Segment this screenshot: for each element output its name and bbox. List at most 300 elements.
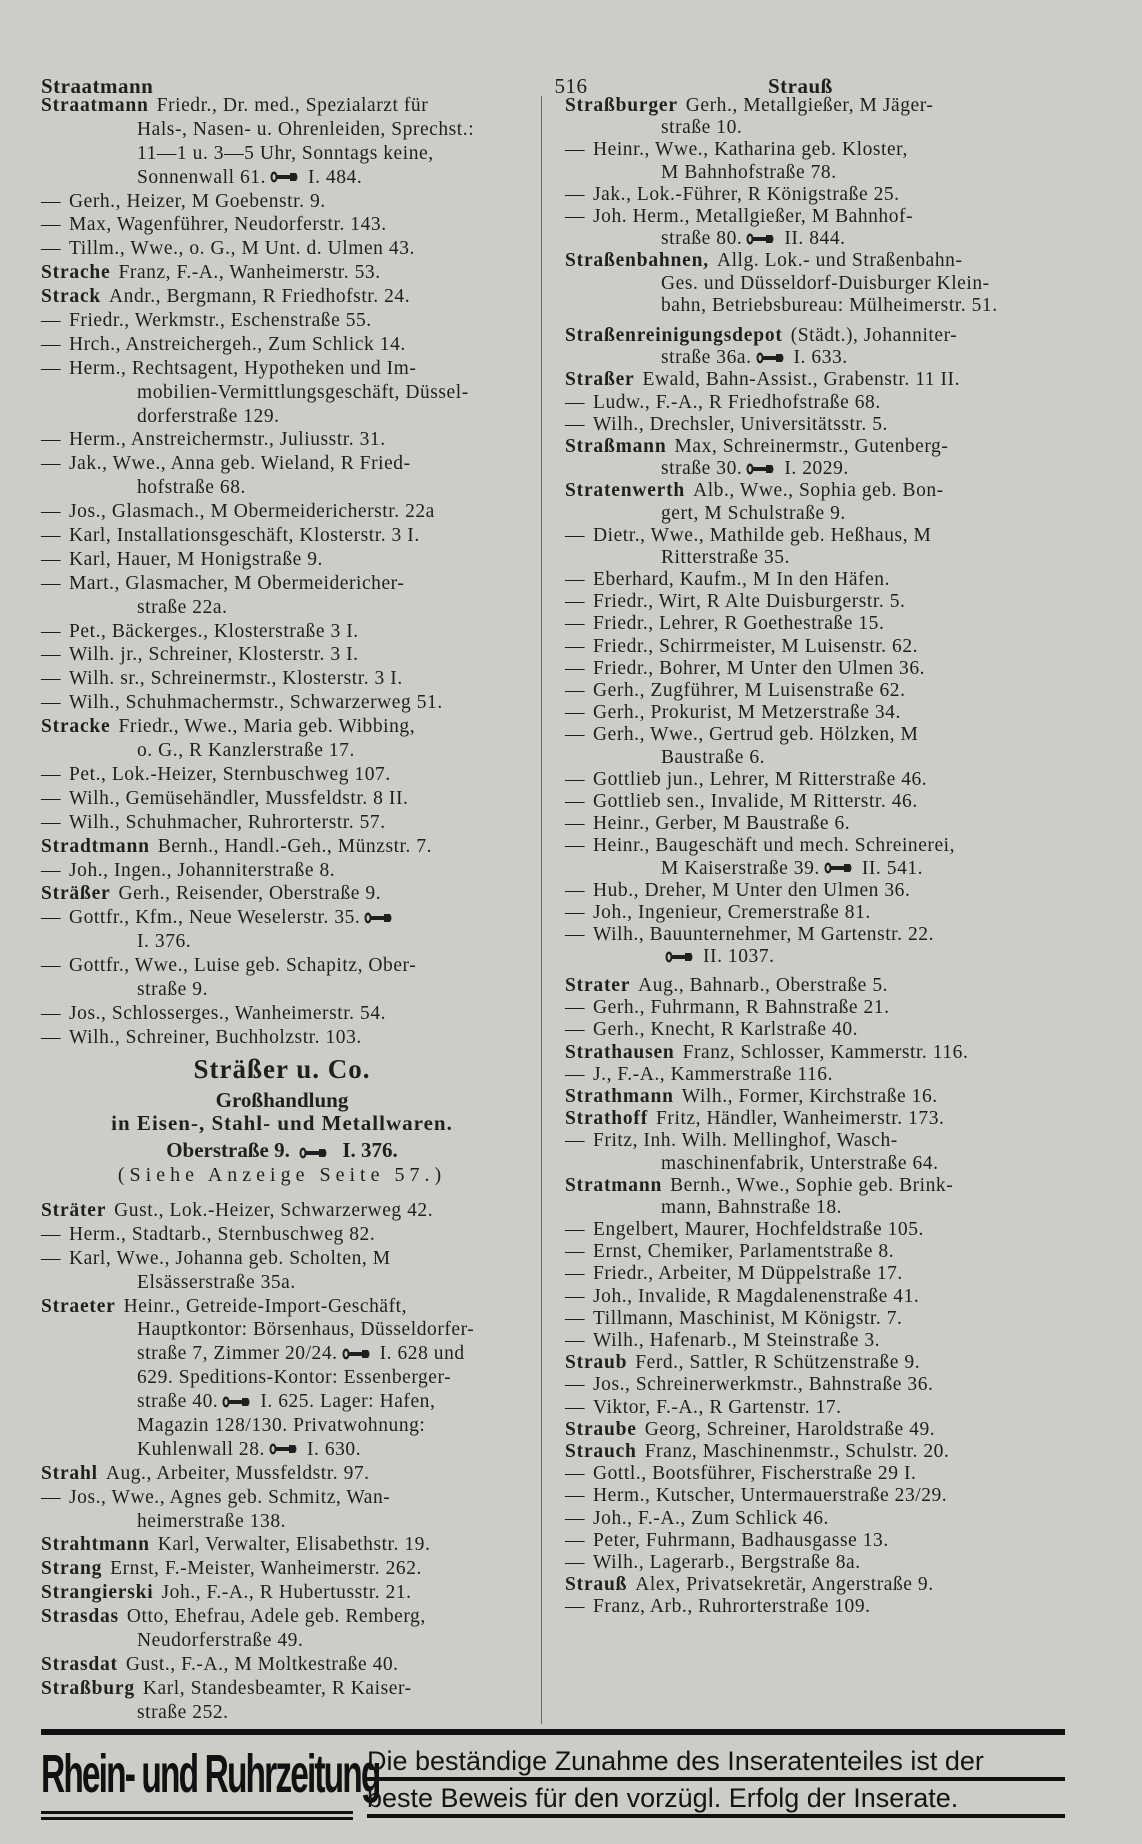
- entry-text: Max, Schreinermstr., Gutenberg-: [674, 435, 949, 457]
- dash-mark: —: [565, 997, 586, 1019]
- ad-note: (Siehe Anzeige Seite 57.): [117, 1164, 447, 1186]
- directory-subentry: [565, 1019, 1065, 1041]
- directory-subentry: [565, 569, 1065, 591]
- directory-subentry: [41, 333, 523, 357]
- directory-subentry: [41, 906, 523, 930]
- running-head-right: Strauß: [768, 74, 833, 98]
- surname: Stracke: [41, 716, 111, 738]
- dash-mark: —: [565, 1396, 586, 1418]
- dash-mark: —: [41, 763, 62, 785]
- directory-subentry: [41, 859, 523, 883]
- entry-continuation: [41, 978, 523, 1002]
- entry-text: Dietr., Wwe., Mathilde geb. Heßhaus, M: [593, 524, 932, 546]
- entry-continuation: [565, 347, 1065, 369]
- entry-text: Jak., Wwe., Anna geb. Wieland, R Fried-: [69, 453, 411, 475]
- directory-entry: [565, 250, 1065, 272]
- directory-subentry: [565, 924, 1065, 946]
- entry-text: Wilh., Lagerarb., Bergstraße 8a.: [593, 1551, 861, 1573]
- dash-mark: —: [41, 190, 62, 212]
- dash-mark: —: [41, 1002, 62, 1024]
- directory-entry: [41, 1605, 523, 1629]
- surname: Straube: [565, 1418, 637, 1440]
- directory-subentry: [565, 680, 1065, 702]
- entry-continuation: [565, 1153, 1065, 1175]
- dash-mark: —: [565, 724, 586, 746]
- entry-text: straße 36a.: [661, 347, 752, 369]
- surname: Stratmann: [565, 1174, 663, 1196]
- surname: Stratenwerth: [565, 480, 686, 502]
- dash-mark: —: [565, 924, 586, 946]
- directory-subentry: [565, 1530, 1065, 1552]
- dash-mark: —: [565, 835, 586, 857]
- entry-text: Allg. Lok.- und Straßenbahn-: [716, 250, 963, 272]
- dash-mark: —: [41, 429, 62, 451]
- dash-mark: —: [565, 1285, 586, 1307]
- entry-text: Fritz, Inh. Wilh. Mellinghof, Wasch-: [593, 1130, 898, 1152]
- brand-underline: [41, 1811, 353, 1814]
- directory-subentry: [41, 524, 523, 548]
- entry-text: straße 252.: [137, 1701, 229, 1723]
- entry-text: bahn, Betriebsbureau: Mülheimerstr. 51.: [661, 294, 998, 316]
- dash-mark: —: [565, 413, 586, 435]
- entry-text: Neudorferstraße 49.: [137, 1630, 304, 1652]
- entry-text: Jos., Schlosserges., Wanheimerstr. 54.: [69, 1002, 387, 1024]
- telephone-number: II. 541.: [861, 857, 924, 879]
- entry-group: [565, 95, 1065, 317]
- dash-mark: —: [565, 205, 586, 227]
- entry-text: Mart., Glasmacher, M Obermeidericher-: [69, 572, 405, 594]
- entry-text: M Bahnhofstraße 78.: [661, 161, 837, 183]
- dash-mark: —: [565, 790, 586, 812]
- telephone-number: I. 630.: [306, 1438, 362, 1460]
- entry-text: dorferstraße 129.: [137, 405, 280, 427]
- footer-rule: [41, 1729, 1065, 1735]
- ad-telephone: I. 376.: [342, 1138, 398, 1162]
- directory-subentry: [565, 636, 1065, 658]
- surname: Strangierski: [41, 1582, 154, 1604]
- directory-subentry: [565, 206, 1065, 228]
- entry-continuation: [41, 1271, 523, 1295]
- directory-subentry: [41, 500, 523, 524]
- telephone-receiver-icon: [364, 907, 394, 931]
- directory-entry: [565, 1352, 1065, 1374]
- entry-text: Friedr., Wirt, R Alte Duisburgerstr. 5.: [593, 591, 906, 613]
- telephone-number: I. 2029.: [784, 458, 849, 480]
- dash-mark: —: [565, 1241, 586, 1263]
- telephone-receiver-icon: [222, 1391, 252, 1415]
- surname: Straßmann: [565, 435, 667, 457]
- entry-text: Hub., Dreher, M Unter den Ulmen 36.: [593, 879, 911, 901]
- entry-text: Jos., Wwe., Agnes geb. Schmitz, Wan-: [69, 1486, 391, 1508]
- directory-entry: [41, 1199, 523, 1223]
- surname: Straub: [565, 1352, 628, 1374]
- surname: Strauch: [565, 1440, 637, 1462]
- directory-subentry: [565, 724, 1065, 746]
- entry-continuation: [41, 1318, 523, 1342]
- entry-text: I. 376.: [137, 931, 192, 953]
- directory-subentry: [41, 357, 523, 381]
- dash-mark: —: [565, 1219, 586, 1241]
- entry-text: Herm., Stadtarb., Sternbuschweg 82.: [69, 1223, 376, 1245]
- dash-mark: —: [565, 1063, 586, 1085]
- directory-subentry: [565, 835, 1065, 857]
- entry-text: Ernst, F.-Meister, Wanheimerstr. 262.: [110, 1558, 422, 1580]
- ad-line-2: in Eisen-, Stahl- und Metallwaren.: [111, 1111, 453, 1135]
- newspaper-brand: Rhein- und Ruhrzeitung: [41, 1744, 380, 1804]
- dash-mark: —: [565, 879, 586, 901]
- directory-entry: [41, 835, 523, 859]
- entry-text: Wilh., Schuhmachermstr., Schwarzerweg 51.: [69, 692, 443, 714]
- surname: Strasdas: [41, 1606, 119, 1628]
- entry-text: o. G., R Kanzlerstraße 17.: [137, 740, 355, 762]
- entry-text: Magazin 128/130. Privatwohnung:: [137, 1415, 426, 1437]
- directory-entry: [565, 325, 1065, 347]
- dash-mark: —: [565, 183, 586, 205]
- telephone-number: I. 625.: [260, 1391, 315, 1413]
- surname: Strathausen: [565, 1041, 675, 1063]
- entry-text: Friedr., Dr. med., Spezialarzt für: [156, 95, 429, 116]
- entry-text: Heinr., Wwe., Katharina geb. Kloster,: [593, 139, 908, 161]
- directory-subentry: [41, 428, 523, 452]
- dash-mark: —: [41, 787, 62, 809]
- entry-text: Heinr., Baugeschäft und mech. Schreinerei,: [593, 835, 956, 857]
- dash-mark: —: [41, 859, 62, 881]
- entry-text: Wilh., Drechsler, Universitätsstr. 5.: [593, 413, 888, 435]
- entry-text: Gerh., Heizer, M Goebenstr. 9.: [69, 190, 326, 212]
- column-divider: [541, 96, 542, 1724]
- entry-text: Karl, Installationsgeschäft, Klosterstr. 3 I.: [69, 525, 420, 547]
- surname: Straßenreinigungsdepot: [565, 325, 783, 346]
- dash-mark: —: [41, 501, 62, 523]
- telephone-number: I. 633.: [793, 347, 848, 369]
- entry-text: Wilh. jr., Schreiner, Klosterstr. 3 I.: [69, 644, 359, 666]
- directory-entry: [41, 1533, 523, 1557]
- entry-text: Heinr., Getreide-Import-Geschäft,: [123, 1295, 408, 1317]
- dash-mark: —: [565, 524, 586, 546]
- entry-continuation: [41, 1438, 523, 1462]
- directory-entry: [41, 1653, 523, 1677]
- dash-mark: —: [41, 548, 62, 570]
- dash-mark: —: [41, 310, 62, 332]
- surname: Strathoff: [565, 1108, 649, 1130]
- entry-continuation: [565, 747, 1065, 769]
- entry-text: Peter, Fuhrmann, Badhausgasse 13.: [593, 1529, 889, 1551]
- ad-line-1: Großhandlung: [215, 1088, 349, 1112]
- dash-mark: —: [41, 572, 62, 594]
- surname: Straatmann: [41, 95, 149, 116]
- directory-entry: [565, 436, 1065, 458]
- entry-text: Elsässerstraße 35a.: [137, 1271, 296, 1293]
- entry-text: straße 7, Zimmer 20/24.: [137, 1343, 338, 1365]
- dash-mark: —: [565, 391, 586, 413]
- entry-text: Sonnenwall 61.: [137, 166, 267, 188]
- dash-mark: —: [565, 1130, 586, 1152]
- entry-text: 11—1 u. 3—5 Uhr, Sonntags keine,: [137, 142, 434, 164]
- entry-text: Jos., Schreinerwerkmstr., Bahnstraße 36.: [593, 1374, 934, 1396]
- dash-mark: —: [565, 1330, 586, 1351]
- directory-entry: [41, 285, 523, 309]
- directory-subentry: [41, 1486, 523, 1510]
- entry-text: Jos., Glasmach., M Obermeidericherstr. 22a: [69, 501, 435, 523]
- surname: Strang: [41, 1558, 103, 1580]
- entry-text: Wilh., Former, Kirchstraße 16.: [681, 1085, 938, 1107]
- entry-continuation: [41, 1390, 523, 1414]
- entry-text: Hrch., Anstreichergeh., Zum Schlick 14.: [69, 333, 406, 355]
- entry-text: Herm., Rechtsagent, Hypotheken und Im-: [69, 357, 417, 379]
- telephone-number: I. 484.: [308, 166, 363, 188]
- surname: Strahl: [41, 1462, 98, 1484]
- entry-text: Heinr., Gerber, M Baustraße 6.: [593, 813, 851, 835]
- entry-text: 629. Speditions-Kontor: Essenberger-: [137, 1367, 452, 1389]
- entry-text: straße 30.: [661, 458, 743, 480]
- entry-group: [565, 975, 1065, 1618]
- entry-text: Herm., Anstreichermstr., Juliusstr. 31.: [69, 429, 386, 451]
- directory-entry: [565, 1175, 1065, 1197]
- entry-text: Gottlieb jun., Lehrer, M Ritterstraße 46.: [593, 768, 928, 790]
- directory-entry: [565, 1108, 1065, 1130]
- directory-subentry: [565, 1286, 1065, 1308]
- entry-group: [41, 94, 523, 1050]
- dash-mark: —: [565, 1485, 586, 1507]
- entry-text: Joh. Herm., Metallgießer, M Bahnhof-: [593, 205, 914, 227]
- entry-text: Gottl., Bootsführer, Fischerstraße 29 I.: [593, 1463, 917, 1485]
- entry-continuation: [565, 503, 1065, 525]
- entry-continuation: [41, 1701, 523, 1725]
- entry-continuation: [565, 228, 1065, 250]
- entry-text: Karl, Hauer, M Honigstraße 9.: [69, 548, 323, 570]
- directory-entry: [565, 1574, 1065, 1596]
- entry-text: Franz, F.-A., Wanheimerstr. 53.: [118, 262, 381, 284]
- entry-text: Viktor, F.-A., R Gartenstr. 17.: [593, 1396, 842, 1418]
- directory-entry: [565, 369, 1065, 391]
- entry-text: mobilien-Vermittlungsgeschäft, Düssel-: [137, 381, 469, 403]
- telephone-receiver-icon: [824, 858, 854, 880]
- dash-mark: —: [565, 1596, 586, 1618]
- entry-continuation: [41, 405, 523, 429]
- surname: Strathmann: [565, 1085, 674, 1107]
- entry-text: straße 40.: [137, 1391, 219, 1413]
- dash-mark: —: [41, 1026, 62, 1048]
- telephone-number: I. 628 und: [379, 1343, 465, 1365]
- directory-subentry: [41, 1223, 523, 1247]
- directory-subentry: [41, 452, 523, 476]
- directory-subentry: [565, 997, 1065, 1019]
- telephone-receiver-icon: [746, 229, 776, 251]
- dash-mark: —: [565, 1551, 586, 1573]
- telephone-number: II. 1037.: [703, 946, 775, 968]
- directory-entry: [41, 1581, 523, 1605]
- dash-mark: —: [41, 1247, 62, 1269]
- directory-entry: [565, 95, 1065, 117]
- entry-text: Friedr., Bohrer, M Unter den Ulmen 36.: [593, 657, 926, 679]
- entry-text: Wilh., Schreiner, Buchholzstr. 103.: [69, 1026, 362, 1048]
- entry-text: Franz, Arb., Ruhrorterstraße 109.: [593, 1596, 871, 1618]
- dash-mark: —: [41, 357, 62, 379]
- entry-text: gert, M Schulstraße 9.: [661, 502, 846, 524]
- entry-text: Kuhlenwall 28.: [137, 1438, 265, 1460]
- entry-continuation: [41, 381, 523, 405]
- dash-mark: —: [565, 813, 586, 835]
- entry-text: M Kaiserstraße 39.: [661, 857, 820, 879]
- dash-mark: —: [41, 811, 62, 833]
- entry-text: Andr., Bergmann, R Friedhofstr. 24.: [109, 286, 411, 308]
- directory-subentry: [565, 902, 1065, 924]
- directory-entry: [565, 975, 1065, 997]
- dash-mark: —: [565, 569, 586, 591]
- entry-text: straße 22a.: [137, 596, 228, 618]
- dash-mark: —: [565, 635, 586, 657]
- entry-continuation: [41, 596, 523, 620]
- running-head-left: Straatmann: [41, 74, 154, 98]
- entry-text: Joh., F.-A., Zum Schlick 46.: [593, 1507, 829, 1529]
- dash-mark: —: [41, 692, 62, 714]
- directory-subentry: [565, 1552, 1065, 1574]
- entry-continuation: [41, 166, 523, 190]
- dash-mark: —: [565, 139, 586, 161]
- directory-subentry: [565, 880, 1065, 902]
- entry-text: Ernst, Chemiker, Parlamentstraße 8.: [593, 1241, 895, 1263]
- dash-mark: —: [565, 1307, 586, 1329]
- entry-continuation: [565, 295, 1065, 317]
- entry-continuation: [41, 142, 523, 166]
- surname: Sträßer: [41, 883, 111, 905]
- entry-text: Lager: Hafen,: [319, 1391, 436, 1413]
- dash-mark: —: [565, 1374, 586, 1396]
- page-number: 516: [554, 74, 588, 98]
- telephone-receiver-icon: [270, 166, 300, 190]
- directory-subentry: [565, 1508, 1065, 1530]
- directory-subentry: [41, 620, 523, 644]
- entry-text: straße 80.: [661, 228, 743, 250]
- directory-subentry: [565, 613, 1065, 635]
- entry-text: Engelbert, Maurer, Hochfeldstraße 105.: [593, 1219, 924, 1241]
- entry-text: Gottfr., Kfm., Neue Weselerstr. 35.: [69, 907, 361, 929]
- surname: Straeter: [41, 1295, 116, 1317]
- dash-mark: —: [41, 668, 62, 690]
- dash-mark: —: [41, 333, 62, 355]
- directory-entry: [41, 1677, 523, 1701]
- entry-text: Friedr., Arbeiter, M Düppelstraße 17.: [593, 1263, 903, 1285]
- surname: Strack: [41, 286, 102, 308]
- slogan-line-1: Die beständige Zunahme des Inseratenteiles ist der: [367, 1745, 1065, 1781]
- directory-subentry: [41, 667, 523, 691]
- entry-continuation: [41, 930, 523, 954]
- entry-continuation: [565, 1197, 1065, 1219]
- entry-text: Alb., Wwe., Sophia geb. Bon-: [693, 480, 944, 502]
- entry-text: J., F.-A., Kammerstraße 116.: [593, 1063, 834, 1085]
- entry-text: Gerh., Reisender, Oberstraße 9.: [118, 883, 382, 905]
- entry-text: Georg, Schreiner, Haroldstraße 49.: [644, 1418, 936, 1440]
- entry-text: Karl, Standesbeamter, R Kaiser-: [142, 1677, 412, 1699]
- directory-entry: [565, 1042, 1065, 1064]
- directory-subentry: [565, 392, 1065, 414]
- entry-text: Gottfr., Wwe., Luise geb. Schapitz, Ober-: [69, 955, 417, 977]
- telephone-receiver-icon: [756, 348, 786, 370]
- entry-text: Jak., Lok.-Führer, R Königstraße 25.: [593, 183, 900, 205]
- entry-continuation: [41, 1366, 523, 1390]
- entry-text: Baustraße 6.: [661, 746, 766, 768]
- entry-text: Gust., F.-A., M Moltkestraße 40.: [125, 1653, 399, 1675]
- directory-subentry: [41, 811, 523, 835]
- entry-text: Alex, Privatsekretär, Angerstraße 9.: [635, 1574, 934, 1596]
- directory-subentry: [565, 1064, 1065, 1086]
- entry-text: Franz, Schlosser, Kammerstr. 116.: [682, 1041, 969, 1063]
- directory-subentry: [565, 525, 1065, 547]
- surname: Strahtmann: [41, 1534, 150, 1556]
- directory-subentry: [565, 813, 1065, 835]
- surname: Strasdat: [41, 1653, 118, 1675]
- dash-mark: —: [41, 620, 62, 642]
- directory-subentry: [565, 414, 1065, 436]
- directory-entry: [41, 1557, 523, 1581]
- entry-text: Hauptkontor: Börsenhaus, Düsseldorfer-: [137, 1319, 475, 1341]
- entry-text: Eberhard, Kaufm., M In den Häfen.: [593, 569, 891, 591]
- entry-text: Pet., Bäckerges., Klosterstraße 3 I.: [69, 620, 359, 642]
- dash-mark: —: [41, 1486, 62, 1508]
- entry-text: Gerh., Metallgießer, M Jäger-: [685, 95, 934, 116]
- entry-text: Joh., Ingen., Johanniterstraße 8.: [69, 859, 336, 881]
- telephone-receiver-icon: [269, 1438, 299, 1462]
- entry-text: maschinenfabrik, Unterstraße 64.: [661, 1152, 939, 1174]
- entry-text: Pet., Lok.-Heizer, Sternbuschweg 107.: [69, 763, 391, 785]
- entry-continuation: [565, 547, 1065, 569]
- surname: Strater: [565, 975, 631, 996]
- surname: Straßburger: [565, 95, 678, 116]
- entry-continuation: [41, 739, 523, 763]
- ad-firm-name: Sträßer u. Co.: [193, 1054, 371, 1084]
- directory-entry: [565, 1086, 1065, 1108]
- directory-subentry: [565, 769, 1065, 791]
- entry-text: Wilh., Gemüsehändler, Mussfeldstr. 8 II.: [69, 787, 409, 809]
- entry-text: Herm., Kutscher, Untermauerstraße 23/29.: [593, 1485, 948, 1507]
- directory-subentry: [41, 1026, 523, 1050]
- directory-entry: [565, 1419, 1065, 1441]
- directory-subentry: [41, 691, 523, 715]
- ad-address: Oberstraße 9.: [166, 1138, 290, 1162]
- dash-mark: —: [565, 901, 586, 923]
- directory-subentry: [41, 1002, 523, 1026]
- entry-text: Gerh., Wwe., Gertrud geb. Hölzken, M: [593, 724, 919, 746]
- entry-text: Ritterstraße 35.: [661, 546, 791, 568]
- directory-subentry: [41, 787, 523, 811]
- directory-subentry: [565, 1263, 1065, 1285]
- surname: Strache: [41, 262, 111, 284]
- directory-entry: [41, 94, 523, 118]
- entry-text: Tillmann, Maschinist, M Königstr. 7.: [593, 1307, 903, 1329]
- entry-continuation: [41, 1629, 523, 1653]
- dash-mark: —: [41, 1223, 62, 1245]
- entry-continuation: [565, 273, 1065, 295]
- directory-subentry: [565, 139, 1065, 161]
- directory-subentry: [41, 190, 523, 214]
- entry-text: Wilh., Bauunternehmer, M Gartenstr. 22.: [593, 924, 935, 946]
- entry-text: Bernh., Handl.-Geh., Münzstr. 7.: [157, 835, 433, 857]
- entry-text: Karl, Wwe., Johanna geb. Scholten, M: [69, 1247, 391, 1269]
- entry-text: Ludw., F.-A., R Friedhofstraße 68.: [593, 391, 881, 413]
- entry-text: heimerstraße 138.: [137, 1510, 287, 1532]
- directory-subentry: [41, 237, 523, 261]
- entry-text: mann, Bahnstraße 18.: [661, 1196, 843, 1218]
- entry-text: Ewald, Bahn-Assist., Grabenstr. 11 II.: [642, 369, 961, 391]
- directory-subentry: [565, 1485, 1065, 1507]
- surname: Straßburg: [41, 1677, 135, 1699]
- brand-underline: [41, 1817, 353, 1820]
- entry-text: Max, Wagenführer, Neudorferstr. 143.: [69, 214, 387, 236]
- telephone-receiver-icon: [299, 1140, 329, 1165]
- directory-subentry: [565, 1308, 1065, 1330]
- dash-mark: —: [41, 644, 62, 666]
- directory-subentry: [565, 702, 1065, 724]
